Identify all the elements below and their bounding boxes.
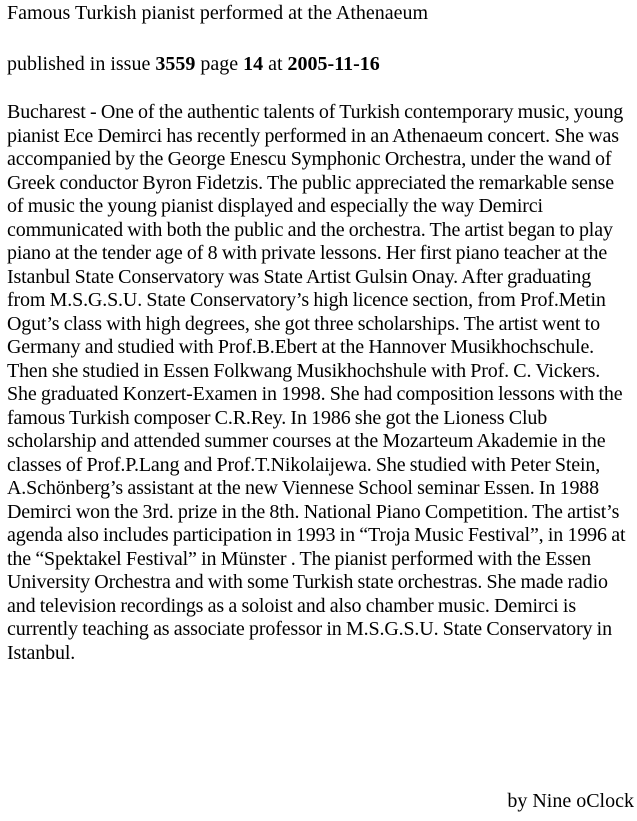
- article-byline: by Nine oClock: [507, 790, 634, 812]
- publication-info: [7, 53, 631, 77]
- page-number: 14: [243, 52, 264, 75]
- meta-at-label: at: [268, 52, 283, 75]
- article-body: Bucharest - One of the authentic talents of Turkish contemporary music, young pianist Ece Demirci has recently performed in an Athenaeum concert. She was accompanied by the George Enescu Symphonic Orchestra, under the wand of Greek conductor Byron Fidetzis. The public appreciated the remarkable sense of music the young pianist displayed and especially the way Demirci communicated with both the public and the orchestra. The artist began to play piano at the tender age of 8 with private lessons. Her first piano teacher at the Istanbul State Conservatory was State Artist Gulsin Onay. After graduating from M.S.G.S.U. State Conservatory’s high licence section, from Prof.Metin Ogut’s class with high degrees, she got three scholarships. The artist went to Germany and studied with Prof.B.Ebert at the Hannover Musikhochschule. Then she studied in Essen Folkwang Musikhochshule with Prof. C. Vickers. She graduated Konzert-Examen in 1998. She had composition lessons with the famous Turkish composer C.R.Rey. In 1986 she got the Lioness Club scholarship and attended summer courses at the Mozarteum Akademie in the classes of Prof.P.Lang and Prof.T.Nikolaijewa. She studied with Peter Stein, A.Schönberg’s assistant at the new Viennese School seminar Essen. In 1988 Demirci won the 3rd. prize in the 8th. National Piano Competition. The artist’s agenda also includes participation in 1993 in “Troja Music Festival”, in 1996 at the “Spektakel Festival” in Münster . The pianist performed with the Essen University Orchestra and with some Turkish state orchestras. She made radio and television recordings as a soloist and also chamber music. Demirci is currently teaching as associate professor in M.S.G.S.U. State Conservatory in Istanbul.: [7, 101, 626, 664]
- meta-page-label: page: [200, 52, 239, 75]
- article-title: Famous Turkish pianist performed at the Athenaeum: [7, 2, 429, 24]
- meta-prefix: published in issue: [7, 52, 151, 75]
- issue-number: 3559: [155, 52, 196, 75]
- publication-date: 2005-11-16: [287, 52, 380, 75]
